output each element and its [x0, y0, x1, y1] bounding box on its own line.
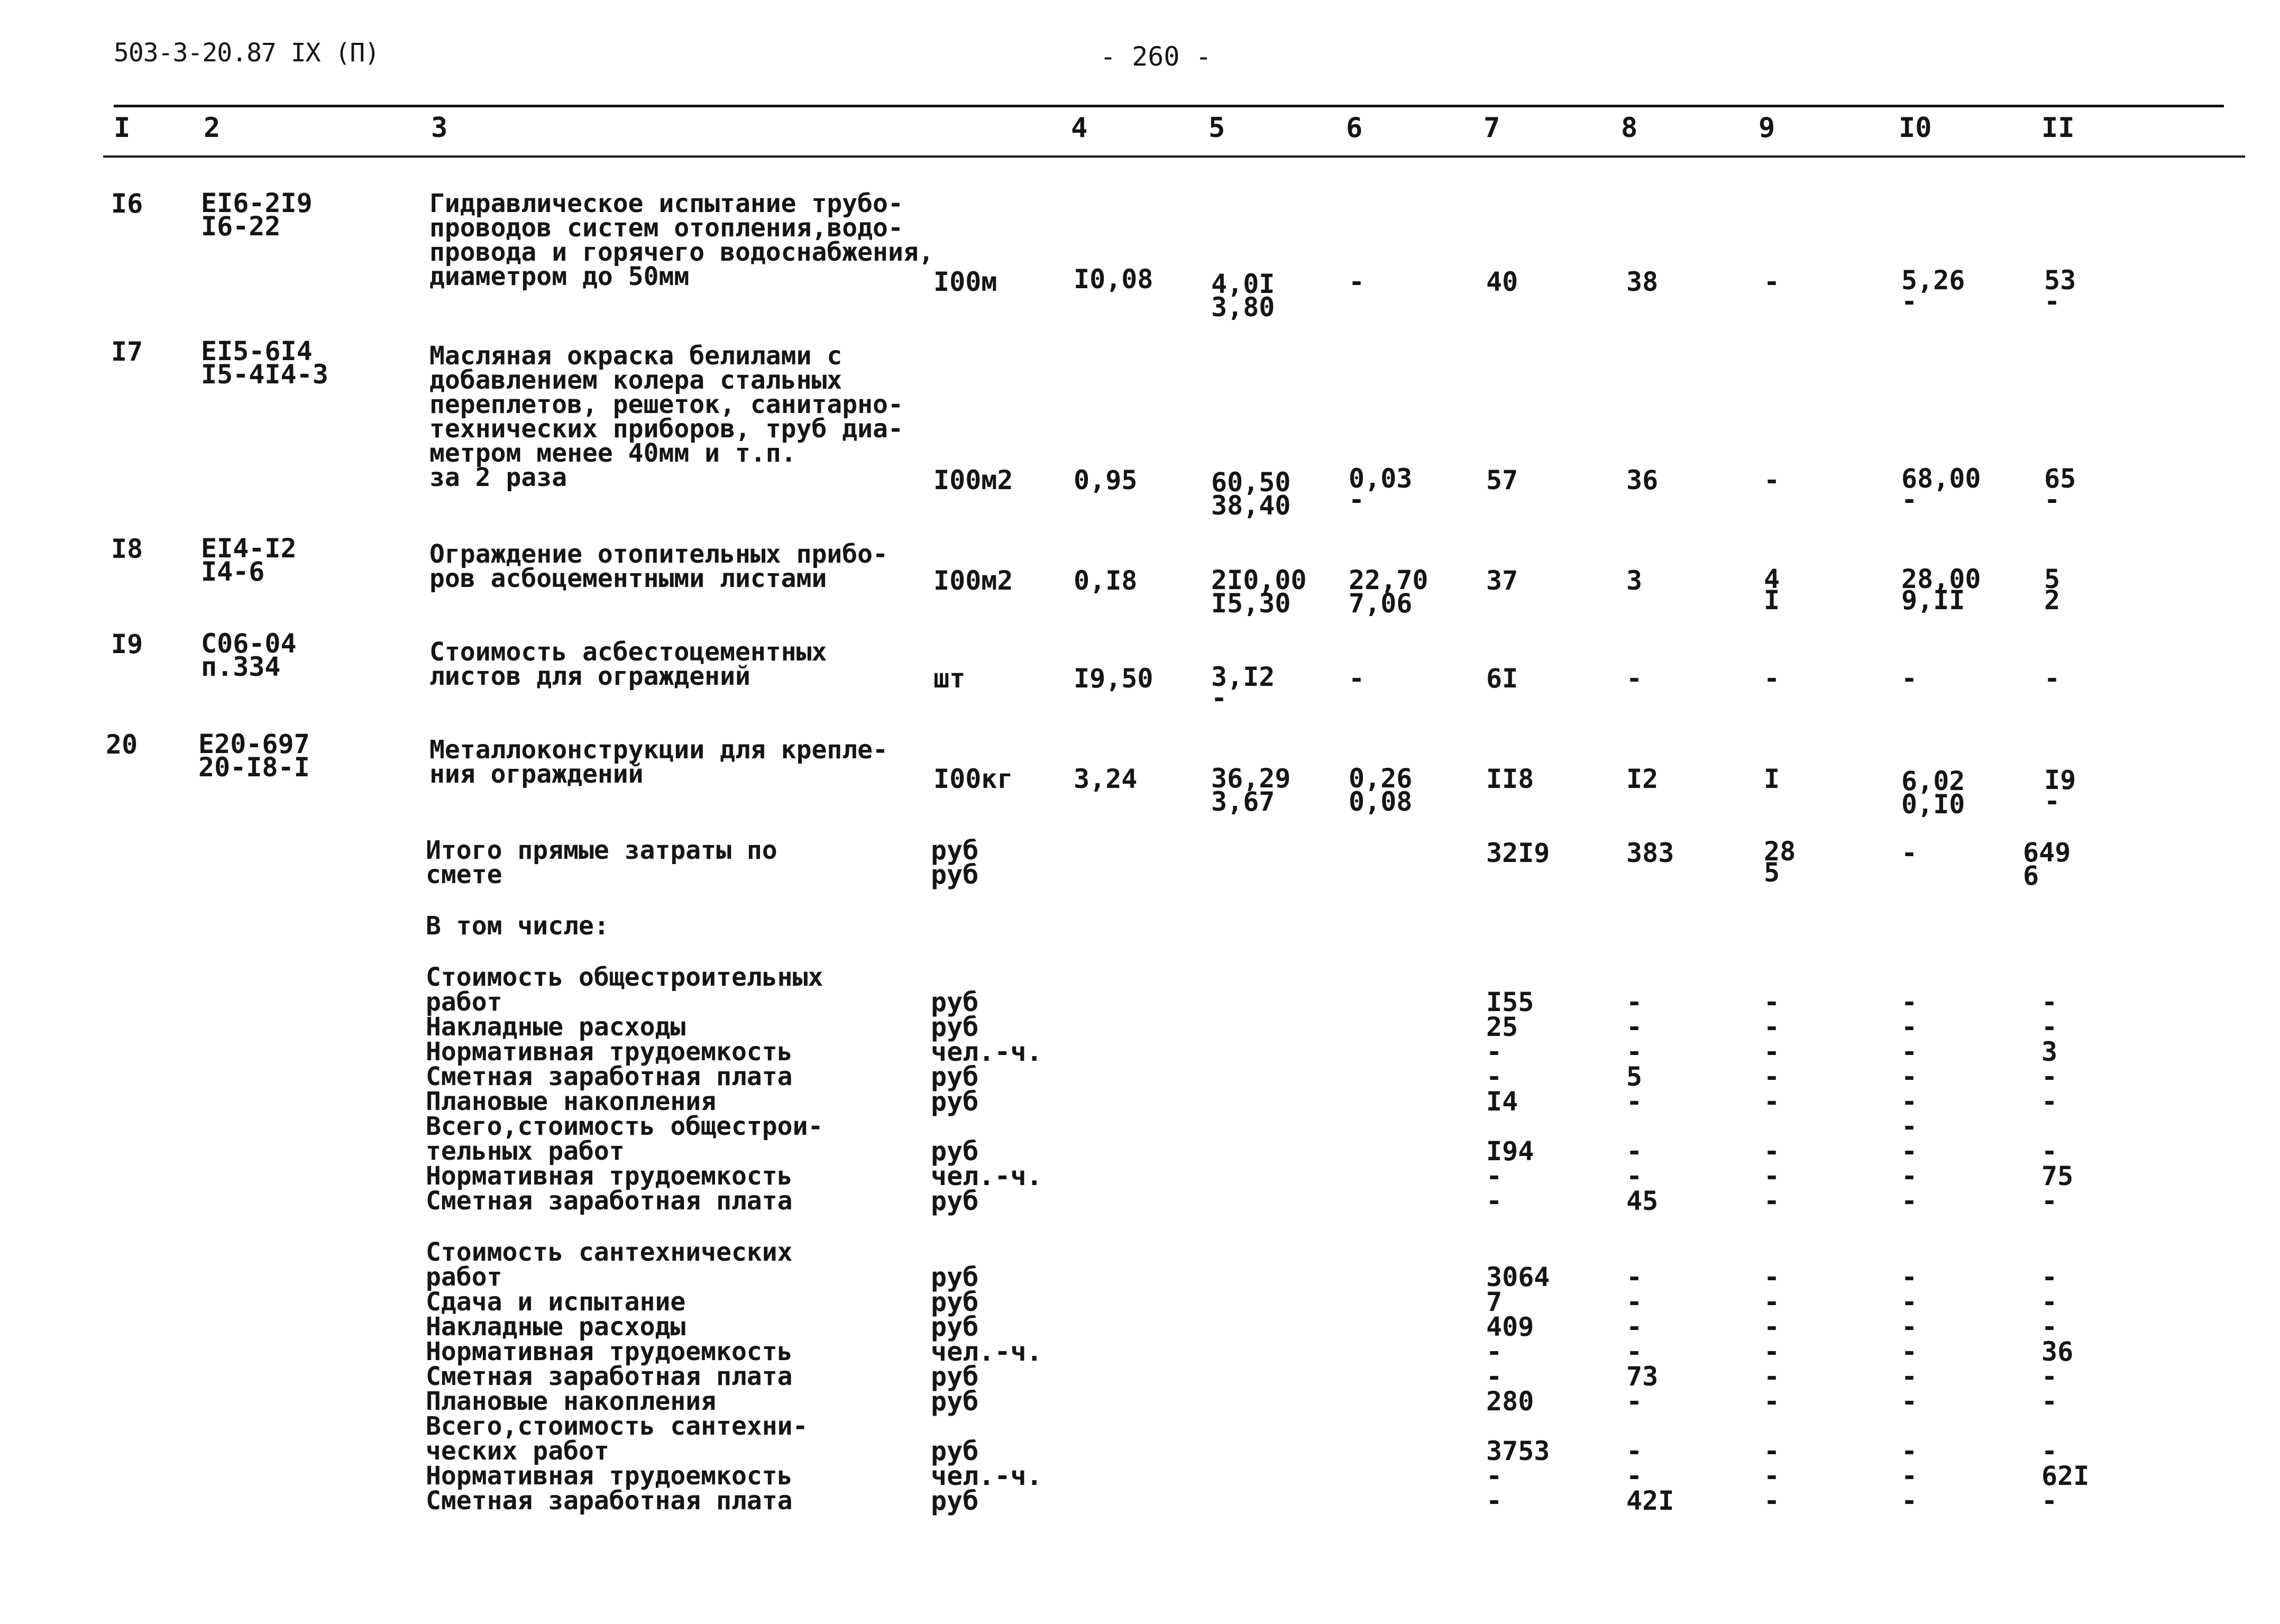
col-9: - [1764, 465, 1780, 496]
col-10: 68,00 - [1901, 463, 1981, 515]
block-labels: Стоимость сантехнических работ Сдача и испытание Накладные расходы Нормативная трудоемкость Сметная заработная плата Плановые накопления Всего,стоимость сантехни- ческих работ Нормативная трудоемкость Сметная заработная плата [426, 1237, 808, 1516]
unit: руб руб [931, 835, 979, 890]
document-code: 503-3-20.87 IX (П) [114, 38, 380, 68]
col-9: - - - - - - - - - [1764, 1262, 1780, 1516]
col-10: - - - - - - - - - [1901, 1262, 1918, 1516]
unit: I00м2 [933, 565, 1013, 596]
quantity: 0,I8 [1074, 565, 1138, 596]
column-header: 9 [1759, 112, 1775, 144]
work-description: Гидравлическое испытание трубо- проводов систем отопления,водо- провода и горячего водоснабжения, диаметром до 50мм [429, 189, 934, 291]
col-7: I55 25 - - I4 I94 - - [1486, 987, 1534, 1216]
col-9: - - - - - - - - [1764, 987, 1780, 1216]
col-11: - [2044, 663, 2061, 694]
col-11: - - - 36 - - - 62I - [2041, 1262, 2090, 1516]
col-7: II8 [1486, 764, 1534, 794]
norm-code: EI5-6I4 I5-4I4-3 [201, 336, 328, 390]
col-9: 28 5 [1764, 836, 1796, 888]
column-header: II [2041, 112, 2075, 144]
row-number: I9 [111, 629, 143, 659]
col-7: 40 [1486, 267, 1518, 297]
col-11: I9 - [2044, 765, 2076, 816]
in-that-heading: В том числе: [426, 911, 609, 941]
col-11: 649 6 [2023, 837, 2071, 891]
col-10: - [1901, 663, 1918, 694]
norm-code: EI4-I2 I4-6 [201, 533, 297, 587]
column-header: 2 [204, 112, 221, 144]
unit-cost: 4,0I 3,80 [1211, 269, 1275, 323]
col-8: 36 [1626, 465, 1659, 496]
col-8: I2 [1626, 764, 1659, 794]
col-10: - [1901, 838, 1918, 868]
row-number: I6 [111, 188, 143, 219]
col-11: 65 - [2044, 463, 2076, 515]
col-10: - - - - - - - - - [1901, 987, 1918, 1216]
col-8: 383 [1626, 838, 1674, 868]
col-10: 6,02 0,I0 [1901, 766, 1965, 820]
unit-cost: 2I0,00 I5,30 [1211, 565, 1307, 619]
quantity: I0,08 [1074, 264, 1153, 295]
col-8: - [1626, 663, 1643, 694]
unit: I00м [933, 267, 997, 297]
unit: I00кг [933, 764, 1013, 794]
quantity: 0,95 [1074, 465, 1138, 496]
row-number: I8 [111, 534, 143, 564]
col-6: - [1349, 267, 1365, 297]
block-labels: Стоимость общестроительных работ Накладные расходы Нормативная трудоемкость Сметная заработная плата Плановые накопления Всего,стоимость общестрои- тельных работ Нормативная трудоемкость Сметная заработная плата [426, 962, 823, 1216]
col-9: - [1764, 267, 1780, 297]
column-header: 4 [1071, 112, 1088, 144]
col-6: 22,70 7,06 [1349, 565, 1429, 619]
row-number: 20 [106, 729, 138, 760]
block-units: руб руб руб чел.-ч. руб руб руб чел.-ч. руб [931, 1262, 1042, 1516]
col-11: - - 3 - - - 75 - [2041, 987, 2074, 1216]
col-9: - [1764, 663, 1780, 694]
norm-code: EI6-2I9 I6-22 [201, 188, 313, 242]
col-8: 3 [1626, 565, 1643, 596]
col-7: 37 [1486, 565, 1518, 596]
col-10: 28,00 9,II [1901, 564, 1981, 616]
col-6: 0,26 0,08 [1349, 763, 1413, 817]
column-header: 5 [1208, 112, 1225, 144]
norm-code: E20-697 20-I8-I [198, 729, 310, 783]
column-header: 3 [431, 112, 448, 144]
unit: I00м2 [933, 465, 1013, 496]
col-9: I [1764, 764, 1780, 794]
col-6: 0,03 - [1349, 463, 1413, 515]
norm-code: C06-04 п.334 [201, 628, 297, 682]
quantity: 3,24 [1074, 764, 1138, 794]
col-11: 53 - [2044, 265, 2076, 317]
column-header: 6 [1346, 112, 1363, 144]
col-11: 5 2 [2044, 564, 2061, 616]
page-number: - 260 - [1100, 41, 1212, 72]
column-header: I [114, 112, 131, 144]
col-9: 4 I [1764, 564, 1780, 616]
work-description: Масляная окраска белилами с добавлением колера стальных переплетов, решеток, санитарно- технических приборов, труб диа- метром менее 40мм и т.п. за 2 раза [429, 341, 903, 492]
quantity: I9,50 [1074, 663, 1153, 694]
col-7: 57 [1486, 465, 1518, 496]
col-10: 5,26 - [1901, 265, 1965, 317]
work-description: Стоимость асбестоцементных листов для ограждений [429, 637, 827, 691]
total-label: Итого прямые затраты по смете [426, 836, 777, 889]
unit: шт [933, 663, 966, 694]
unit-cost: 60,50 38,40 [1211, 467, 1291, 521]
col-7: 6I [1486, 663, 1518, 694]
column-header: 7 [1484, 112, 1500, 144]
unit-cost: 36,29 3,67 [1211, 763, 1291, 817]
col-8: - - - 5 - - - 45 [1626, 987, 1659, 1216]
col-7: 3064 7 409 - - 280 3753 - - [1486, 1262, 1550, 1516]
unit-cost: 3,I2 - [1211, 662, 1275, 713]
col-8: 38 [1626, 267, 1659, 297]
work-description: Ограждение отопительных прибо- ров асбоцементными листами [429, 539, 888, 593]
header-bottom-rule [103, 155, 2245, 158]
header-top-rule [114, 105, 2224, 107]
column-header: I0 [1899, 112, 1932, 144]
row-number: I7 [111, 336, 143, 367]
col-7: 32I9 [1486, 838, 1550, 868]
block-units: руб руб чел.-ч. руб руб руб чел.-ч. руб [931, 987, 1042, 1216]
col-8: - - - - 73 - - - 42I [1626, 1262, 1674, 1516]
column-header: 8 [1621, 112, 1638, 144]
col-6: - [1349, 663, 1365, 694]
work-description: Металлоконструкции для крепле- ния ограждений [429, 735, 888, 789]
